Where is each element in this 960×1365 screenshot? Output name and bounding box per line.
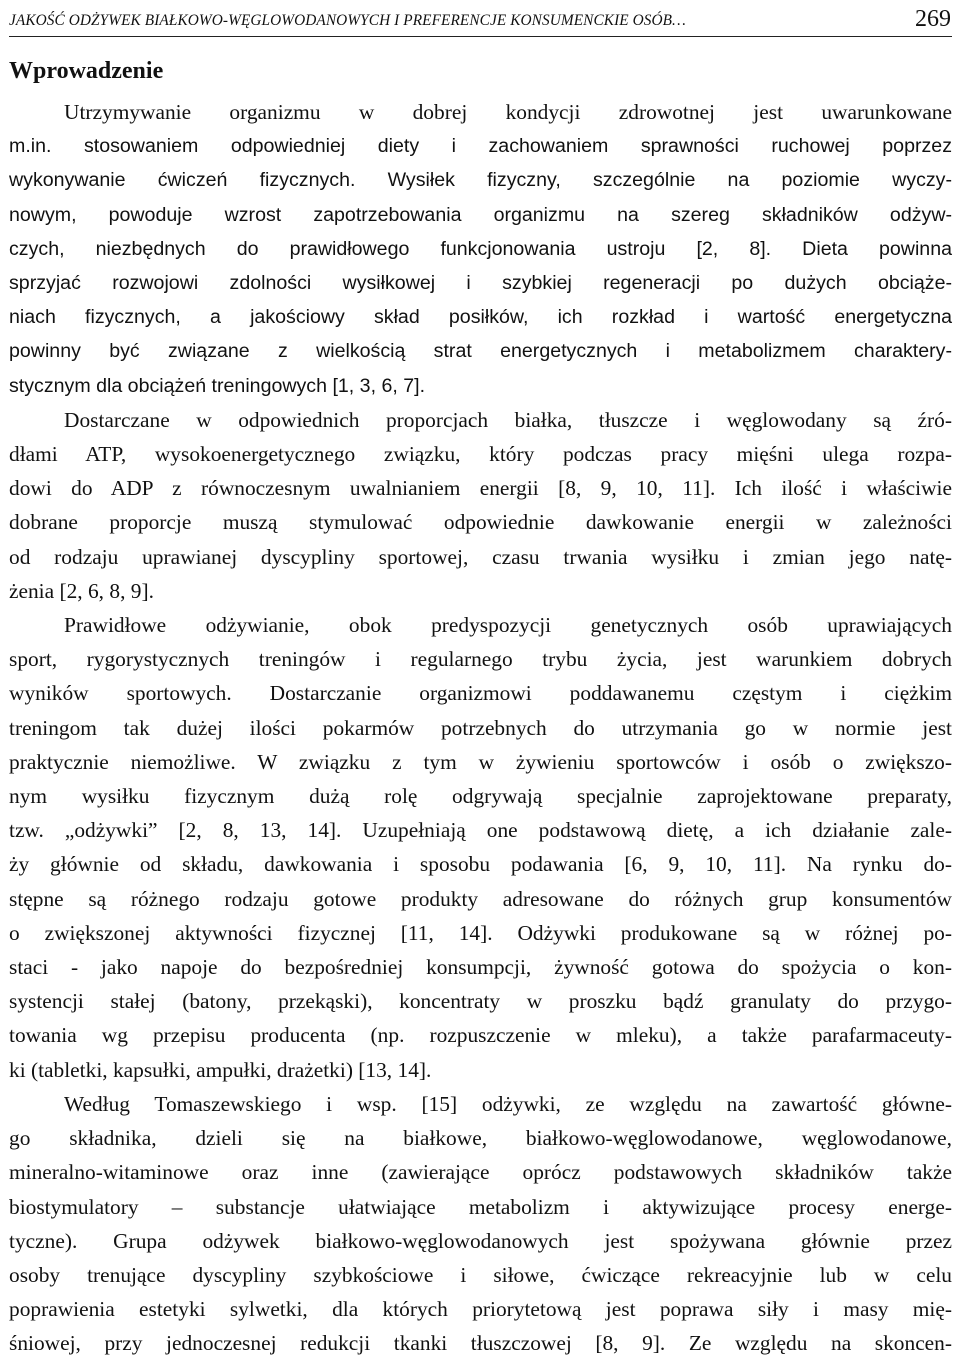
text-line: wykonywanie ćwiczeń fizycznych. Wysiłek fizyczny, szczególnie na poziomie wyczy- bbox=[9, 169, 952, 192]
text-line: poprawienia estetyki sylwetki, dla których priorytetową jest poprawa siły i masy mię- bbox=[9, 1297, 952, 1322]
text-line: sport, rygorystycznych treningów i regularnego trybu życia, jest warunkiem dobrych bbox=[9, 647, 952, 672]
text-line: Dostarczane w odpowiednich proporcjach białka, tłuszcze i węglowodany są źró- bbox=[64, 407, 952, 432]
text-line: go składnika, dzieli się na białkowe, białkowo-węglowodanowe, węglowodanowe, bbox=[9, 1126, 952, 1151]
text-line: towania wg przepisu producenta (np. rozpuszczenie w mleku), a także parafarmaceuty- bbox=[9, 1023, 952, 1048]
document-page bbox=[9, 0, 952, 1361]
text-line: Utrzymywanie organizmu w dobrej kondycji zdrowotnej jest uwarunkowane bbox=[64, 100, 952, 124]
text-line: ki (tabletki, kapsułki, ampułki, drażetki) [13, 14]. bbox=[9, 1057, 432, 1082]
running-header bbox=[9, 0, 952, 37]
paragraph bbox=[9, 95, 952, 403]
text-line: treningom tak dużej ilości pokarmów potrzebnych do utrzymania go w normie jest bbox=[9, 715, 952, 740]
text-line: Prawidłowe odżywianie, obok predyspozycji genetycznych osób uprawiających bbox=[64, 613, 952, 638]
text-line: tzw. „odżywki” [2, 8, 13, 14]. Uzupełniają one podstawową dietę, a ich działanie zale- bbox=[9, 818, 952, 843]
text-line: praktycznie niemożliwe. W związku z tym w żywieniu sportowców i osób o zwiększo- bbox=[9, 749, 952, 774]
text-line: dowi do ADP z równoczesnym uwalnianiem energii [8, 9, 10, 11]. Ich ilość i właściwie bbox=[9, 476, 952, 501]
page-number: 269 bbox=[915, 6, 951, 32]
text-line: stępne są różnego rodzaju gotowe produkty adresowane do różnych grup konsumentów bbox=[9, 886, 952, 911]
text-line: od rodzaju uprawianej dyscypliny sportowej, czasu trwania wysiłku i zmian jego natę- bbox=[9, 544, 952, 569]
section-heading: Wprowadzenie bbox=[9, 58, 164, 84]
text-line: śniowej, przy jednoczesnej redukcji tkanki tłuszczowej [8, 9]. Ze względu na skoncen- bbox=[9, 1331, 952, 1356]
paragraph bbox=[9, 1087, 952, 1361]
text-line: ży głównie od składu, dawkowania i sposobu podawania [6, 9, 10, 11]. Na rynku do- bbox=[9, 852, 952, 877]
text-line: wyników sportowych. Dostarczanie organizmowi poddawanemu częstym i ciężkim bbox=[9, 681, 952, 706]
text-line: stycznym dla obciążeń treningowych [1, 3, 6, 7]. bbox=[9, 374, 426, 397]
text-line: dłami ATP, wysokoenergetycznego związku, który podczas pracy mięśni ulega rozpa- bbox=[9, 442, 952, 467]
text-line: o zwiększonej aktywności fizycznej [11, 14]. Odżywki produkowane są w różnej po- bbox=[9, 920, 952, 945]
text-line: staci - jako napoje do bezpośredniej konsumpcji, żywność gotowa do spożycia o kon- bbox=[9, 955, 952, 980]
body-text bbox=[9, 95, 952, 1361]
text-line: systencji stałej (batony, przekąski), koncentraty w proszku bądź granulaty do przygo- bbox=[9, 989, 952, 1014]
text-line: biostymulatory – substancje ułatwiające metabolizm i aktywizujące procesy energe- bbox=[9, 1194, 952, 1219]
text-line: żenia [2, 6, 8, 9]. bbox=[9, 578, 154, 603]
text-line: nym wysiłku fizycznym dużą rolę odgrywają specjalnie zaprojektowane preparaty, bbox=[9, 784, 952, 809]
paragraph bbox=[9, 608, 952, 1087]
text-line: Według Tomaszewskiego i wsp. [15] odżywki, ze względu na zawartość główne- bbox=[64, 1091, 952, 1116]
text-line: mineralno-witaminowe oraz inne (zawierające oprócz podstawowych składników także bbox=[9, 1160, 952, 1185]
text-line: dobrane proporcje muszą stymulować odpowiednie dawkowanie energii w zależności bbox=[9, 510, 952, 535]
text-line: nowym, powoduje wzrost zapotrzebowania organizmu na szereg składników odżyw- bbox=[9, 203, 952, 226]
text-line: osoby trenujące dyscypliny szybkościowe i siłowe, ćwiczące rekreacyjnie lub w celu bbox=[9, 1262, 952, 1287]
text-line: tyczne). Grupa odżywek białkowo-węglowodanowych jest spożywana głównie przez bbox=[9, 1228, 952, 1253]
text-line: sprzyjać rozwojowi zdolności wysiłkowej i szybkiej regeneracji po dużych obciąże- bbox=[9, 272, 952, 295]
text-line: m.in. stosowaniem odpowiedniej diety i zachowaniem sprawności ruchowej poprzez bbox=[9, 135, 952, 158]
text-line: czych, niezbędnych do prawidłowego funkcjonowania ustroju [2, 8]. Dieta powinna bbox=[9, 237, 952, 260]
paragraph bbox=[9, 403, 952, 608]
running-title: JAKOŚĆ ODŻYWEK BIAŁKOWO-WĘGLOWODANOWYCH I PREFERENCJE KONSUMENCKIE OSÓB… bbox=[9, 12, 686, 29]
text-line: niach fizycznych, a jakościowy skład posiłków, ich rozkład i wartość energetyczna bbox=[9, 306, 952, 329]
text-line: powinny być związane z wielkością strat energetycznych i metabolizmem charaktery- bbox=[9, 340, 952, 363]
